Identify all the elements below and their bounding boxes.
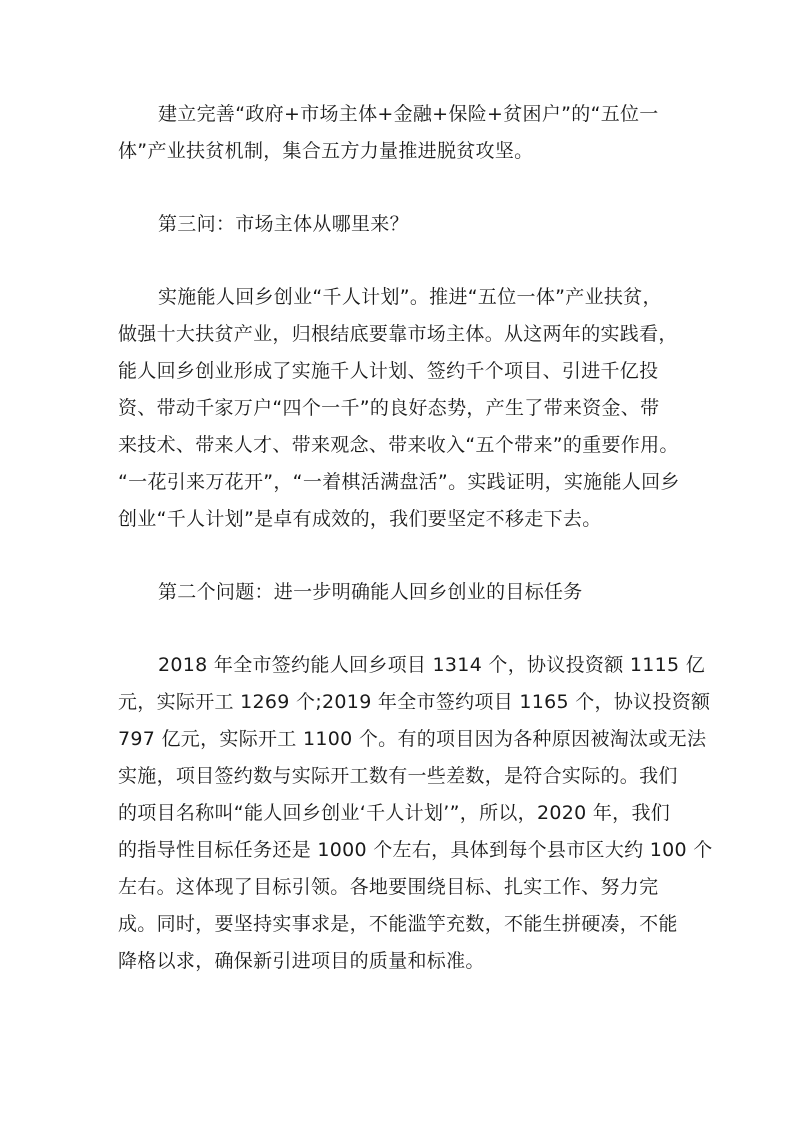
- paragraph-line: 的指导性目标任务还是 1000 个左右，具体到每个县市区大约 100 个: [118, 839, 713, 861]
- paragraph-line: 能人回乡创业形成了实施千人计划、签约千个项目、引进千亿投: [118, 360, 659, 382]
- paragraph-line: 797 亿元，实际开工 1100 个。有的项目因为各种原因被淘汰或无法: [118, 728, 707, 750]
- section-heading-second-problem: 第二个问题：进一步明确能人回乡创业的目标任务: [158, 581, 583, 603]
- paragraph-spacer: [118, 611, 690, 647]
- paragraph-spacer: [118, 243, 690, 279]
- paragraph-line: 的项目名称叫“能人回乡创业‘千人计划’”，所以，2020 年，我们: [118, 802, 671, 824]
- paragraph-line: 资、带动千家万户“四个一千”的良好态势，产生了带来资金、带: [118, 397, 660, 419]
- document-body: [118, 96, 713, 980]
- paragraph-line: 来技术、带来人才、带来观念、带来收入“五个带来”的重要作用。: [118, 434, 679, 456]
- paragraph-line: 成。同时，要坚持实事求是，不能滥竽充数，不能生拼硬凑，不能: [118, 913, 678, 935]
- paragraph-line: 降格以求，确保新引进项目的质量和标准。: [118, 950, 485, 972]
- paragraph-thousand-talents-plan: [118, 279, 690, 538]
- paragraph-line: 左右。这体现了目标引领。各地要围绕目标、扎实工作、努力完: [118, 876, 659, 898]
- paragraph-line: 建立完善“政府+市场主体+金融+保险+贫困户”的“五位一: [158, 103, 659, 125]
- paragraph-line: 做强十大扶贫产业，归根结底要靠市场主体。从这两年的实践看，: [118, 323, 678, 345]
- paragraph-line: 创业“千人计划”是卓有成效的，我们要坚定不移走下去。: [118, 508, 602, 530]
- paragraph-spacer: [118, 170, 690, 206]
- section-heading-third-question: 第三问：市场主体从哪里来？: [158, 213, 409, 235]
- paragraph-line: 元，实际开工 1269 个;2019 年全市签约项目 1165 个，协议投资额: [118, 691, 711, 713]
- paragraph-industry-mechanism: [118, 96, 690, 170]
- paragraph-line: 实施，项目签约数与实际开工数有一些差数，是符合实际的。我们: [118, 765, 678, 787]
- paragraph-spacer: [118, 538, 690, 574]
- paragraph-line: 2018 年全市签约能人回乡项目 1314 个，协议投资额 1115 亿: [158, 654, 706, 676]
- paragraph-line: 实施能人回乡创业“千人计划”。推进“五位一体”产业扶贫，: [158, 286, 662, 308]
- paragraph-line: “一花引来万花开”，“一着棋活满盘活”。实践证明，实施能人回乡: [118, 471, 680, 493]
- paragraph-project-targets: [118, 647, 713, 980]
- paragraph-line: 体”产业扶贫机制，集合五方力量推进脱贫攻坚。: [118, 140, 534, 162]
